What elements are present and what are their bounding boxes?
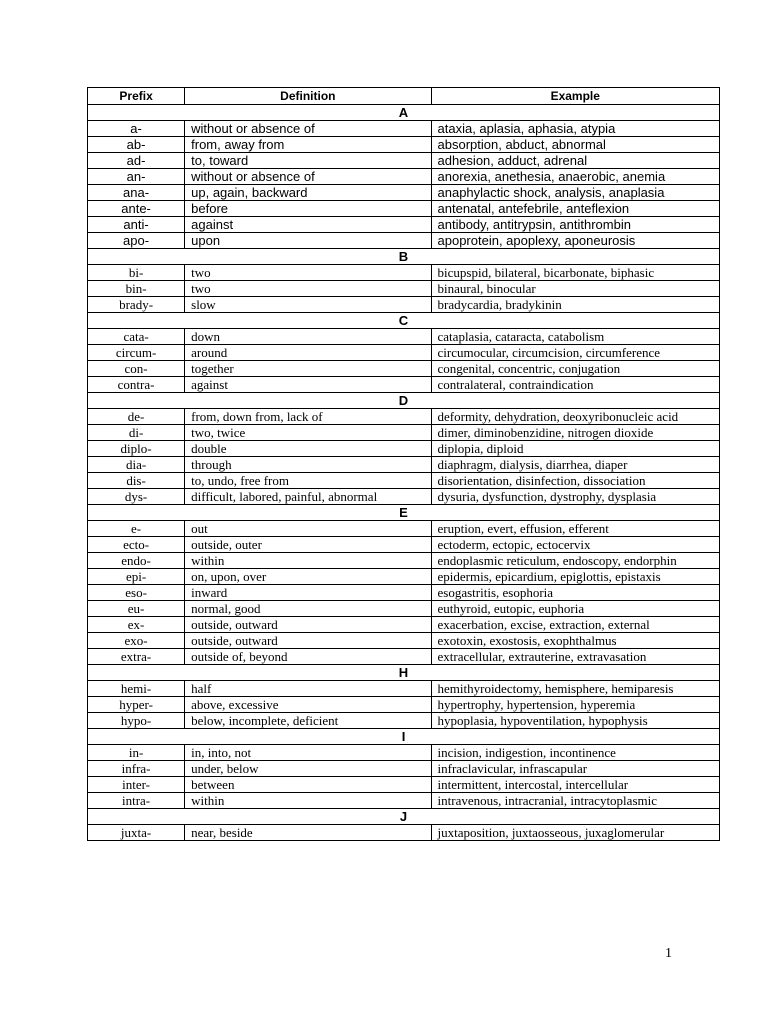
prefix-cell: dia- [88,457,185,473]
definition-cell: under, below [185,761,431,777]
table-row [88,457,720,473]
table-row [88,777,720,793]
example-cell: hypertrophy, hypertension, hyperemia [431,697,719,713]
example-cell: adhesion, adduct, adrenal [431,153,719,169]
definition-cell: from, away from [185,137,431,153]
definition-cell: upon [185,233,431,249]
section-letter: A [88,105,720,121]
section-letter: D [88,393,720,409]
prefix-cell: eso- [88,585,185,601]
prefix-cell: de- [88,409,185,425]
table-row [88,233,720,249]
table-row [88,361,720,377]
table-row [88,137,720,153]
table-row [88,713,720,729]
definition-cell: slow [185,297,431,313]
definition-cell: outside, outward [185,617,431,633]
example-cell: intermittent, intercostal, intercellular [431,777,719,793]
example-cell: circumocular, circumcision, circumference [431,345,719,361]
table-header-row [88,88,720,105]
example-cell: anorexia, anethesia, anaerobic, anemia [431,169,719,185]
example-cell: extracellular, extrauterine, extravasation [431,649,719,665]
table-row [88,297,720,313]
prefix-cell: ad- [88,153,185,169]
example-cell: contralateral, contraindication [431,377,719,393]
definition-cell: outside, outward [185,633,431,649]
prefix-cell: inter- [88,777,185,793]
prefix-cell: e- [88,521,185,537]
page-number: 1 [665,946,672,961]
prefix-cell: anti- [88,217,185,233]
definition-cell: near, beside [185,825,431,841]
table-row [88,345,720,361]
prefix-cell: hyper- [88,697,185,713]
table-row [88,153,720,169]
definition-cell: inward [185,585,431,601]
table-row [88,569,720,585]
definition-cell: up, again, backward [185,185,431,201]
prefix-cell: ab- [88,137,185,153]
prefix-cell: eu- [88,601,185,617]
example-cell: juxtaposition, juxtaosseous, juxaglomerular [431,825,719,841]
definition-cell: half [185,681,431,697]
section-letter: C [88,313,720,329]
definition-cell: double [185,441,431,457]
example-cell: ectoderm, ectopic, ectocervix [431,537,719,553]
definition-cell: within [185,793,431,809]
table-row [88,793,720,809]
prefix-cell: ex- [88,617,185,633]
header-prefix: Prefix [88,88,185,105]
example-cell: bradycardia, bradykinin [431,297,719,313]
definition-cell: without or absence of [185,169,431,185]
header-definition: Definition [185,88,431,105]
definition-cell: around [185,345,431,361]
section-letter: B [88,249,720,265]
table-row [88,585,720,601]
definition-cell: in, into, not [185,745,431,761]
example-cell: eruption, evert, effusion, efferent [431,521,719,537]
prefix-cell: di- [88,425,185,441]
table-row [88,201,720,217]
table-row [88,425,720,441]
definition-cell: from, down from, lack of [185,409,431,425]
definition-cell: against [185,377,431,393]
definition-cell: between [185,777,431,793]
example-cell: binaural, binocular [431,281,719,297]
prefix-cell: juxta- [88,825,185,841]
example-cell: epidermis, epicardium, epiglottis, epistaxis [431,569,719,585]
prefix-cell: an- [88,169,185,185]
table-row [88,761,720,777]
prefix-cell: dis- [88,473,185,489]
table-row [88,745,720,761]
prefix-cell: epi- [88,569,185,585]
prefix-cell: brady- [88,297,185,313]
definition-cell: above, excessive [185,697,431,713]
section-header-row [88,313,720,329]
prefix-cell: extra- [88,649,185,665]
table-row [88,697,720,713]
definition-cell: on, upon, over [185,569,431,585]
prefix-cell: contra- [88,377,185,393]
definition-cell: normal, good [185,601,431,617]
prefix-cell: cata- [88,329,185,345]
example-cell: esogastritis, esophoria [431,585,719,601]
example-cell: hypoplasia, hypoventilation, hypophysis [431,713,719,729]
definition-cell: outside of, beyond [185,649,431,665]
example-cell: euthyroid, eutopic, euphoria [431,601,719,617]
section-header-row [88,249,720,265]
definition-cell: out [185,521,431,537]
section-letter: H [88,665,720,681]
table-row [88,409,720,425]
prefix-cell: dys- [88,489,185,505]
definition-cell: below, incomplete, deficient [185,713,431,729]
prefix-table [87,87,720,841]
definition-cell: to, toward [185,153,431,169]
definition-cell: through [185,457,431,473]
prefix-cell: hypo- [88,713,185,729]
table-row [88,473,720,489]
example-cell: infraclavicular, infrascapular [431,761,719,777]
table-row [88,121,720,137]
table-body [88,105,720,841]
section-header-row [88,729,720,745]
section-letter: J [88,809,720,825]
example-cell: congenital, concentric, conjugation [431,361,719,377]
definition-cell: to, undo, free from [185,473,431,489]
example-cell: deformity, dehydration, deoxyribonucleic acid [431,409,719,425]
example-cell: dysuria, dysfunction, dystrophy, dysplasia [431,489,719,505]
definition-cell: two [185,281,431,297]
definition-cell: before [185,201,431,217]
definition-cell: down [185,329,431,345]
table-row [88,169,720,185]
prefix-cell: bi- [88,265,185,281]
prefix-cell: diplo- [88,441,185,457]
table-row [88,825,720,841]
section-header-row [88,665,720,681]
table-row [88,441,720,457]
section-header-row [88,393,720,409]
definition-cell: difficult, labored, painful, abnormal [185,489,431,505]
table-row [88,537,720,553]
table-row [88,217,720,233]
example-cell: bicupspid, bilateral, bicarbonate, biphasic [431,265,719,281]
definition-cell: two [185,265,431,281]
table-row [88,617,720,633]
table-row [88,377,720,393]
prefix-cell: con- [88,361,185,377]
section-header-row [88,505,720,521]
example-cell: apoprotein, apoplexy, aponeurosis [431,233,719,249]
table-row [88,553,720,569]
prefix-cell: ecto- [88,537,185,553]
example-cell: antenatal, antefebrile, anteflexion [431,201,719,217]
example-cell: dimer, diminobenzidine, nitrogen dioxide [431,425,719,441]
table-row [88,633,720,649]
example-cell: diaphragm, dialysis, diarrhea, diaper [431,457,719,473]
example-cell: endoplasmic reticulum, endoscopy, endorphin [431,553,719,569]
prefix-cell: ana- [88,185,185,201]
table-row [88,649,720,665]
prefix-cell: in- [88,745,185,761]
example-cell: exacerbation, excise, extraction, external [431,617,719,633]
table-row [88,521,720,537]
prefix-cell: ante- [88,201,185,217]
definition-cell: against [185,217,431,233]
example-cell: disorientation, disinfection, dissociation [431,473,719,489]
definition-cell: outside, outer [185,537,431,553]
prefix-cell: a- [88,121,185,137]
example-cell: cataplasia, cataracta, catabolism [431,329,719,345]
table-row [88,681,720,697]
table-row [88,265,720,281]
prefix-cell: infra- [88,761,185,777]
example-cell: ataxia, aplasia, aphasia, atypia [431,121,719,137]
table-row [88,329,720,345]
prefix-cell: endo- [88,553,185,569]
definition-cell: together [185,361,431,377]
example-cell: incision, indigestion, incontinence [431,745,719,761]
example-cell: exotoxin, exostosis, exophthalmus [431,633,719,649]
prefix-cell: circum- [88,345,185,361]
definition-cell: without or absence of [185,121,431,137]
definition-cell: within [185,553,431,569]
table-row [88,601,720,617]
section-header-row [88,809,720,825]
section-header-row [88,105,720,121]
section-letter: E [88,505,720,521]
example-cell: anaphylactic shock, analysis, anaplasia [431,185,719,201]
prefix-cell: intra- [88,793,185,809]
example-cell: diplopia, diploid [431,441,719,457]
prefix-cell: bin- [88,281,185,297]
example-cell: intravenous, intracranial, intracytoplasmic [431,793,719,809]
table-row [88,489,720,505]
example-cell: hemithyroidectomy, hemisphere, hemiparesis [431,681,719,697]
table-row [88,281,720,297]
prefix-cell: hemi- [88,681,185,697]
prefix-cell: apo- [88,233,185,249]
table-row [88,185,720,201]
example-cell: absorption, abduct, abnormal [431,137,719,153]
example-cell: antibody, antitrypsin, antithrombin [431,217,719,233]
prefix-cell: exo- [88,633,185,649]
section-letter: I [88,729,720,745]
header-example: Example [431,88,719,105]
definition-cell: two, twice [185,425,431,441]
